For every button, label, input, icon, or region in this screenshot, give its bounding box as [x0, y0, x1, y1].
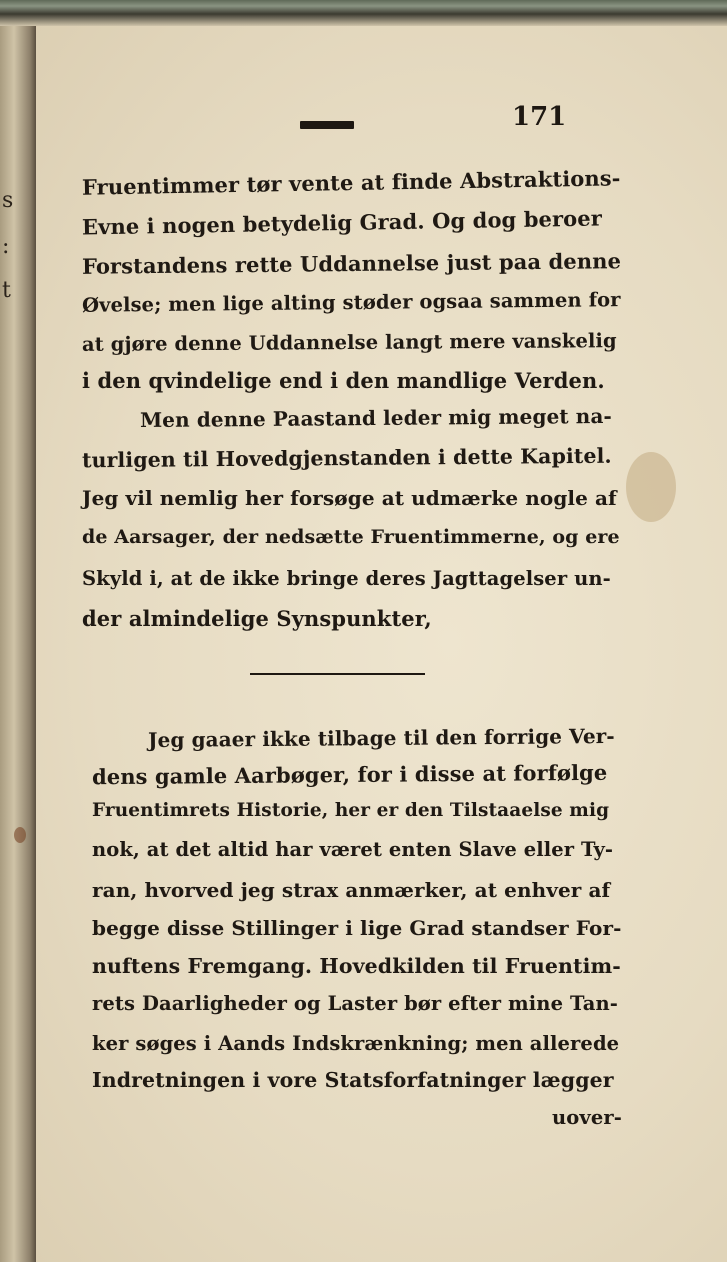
foxing-stain: [14, 827, 26, 843]
text-line: dens gamle Aarbøger, for i disse at forfølge: [91, 759, 608, 790]
text-line: der almindelige Synspunkter,: [82, 606, 432, 631]
text-line: Indretningen i vore Statsforfatninger lægger: [92, 1068, 614, 1092]
header-ornament-rule: [300, 121, 354, 129]
text-line: Evne i nogen betydelig Grad. Og dog beroer: [81, 205, 603, 240]
foxing-stain: [626, 452, 676, 522]
text-line: ran, hvorved jeg strax anmærker, at enhver af: [92, 878, 611, 902]
text-line: begge disse Stillinger i lige Grad standser For-: [92, 916, 622, 940]
section-divider: [250, 673, 425, 675]
book-top-edge: [0, 0, 727, 26]
catchword: uover-: [552, 1106, 622, 1129]
text-line: Skyld i, at de ikke bringe deres Jagttagelser un-: [82, 567, 611, 590]
text-line: ker søges i Aands Indskrænkning; men allerede: [92, 1032, 620, 1055]
facing-page-fragment: t: [2, 278, 11, 303]
text-line: Jeg gaaer ikke tilbage til den forrige Ver-: [147, 723, 615, 753]
text-line: Forstandens rette Uddannelse just paa denne: [81, 248, 622, 279]
text-line: Fruentimmer tør vente at finde Abstraktions-: [81, 165, 621, 200]
text-line: nuftens Fremgang. Hovedkilden til Fruentim-: [92, 954, 621, 978]
text-line: de Aarsager, der nedsætte Fruentimmerne, og ere: [82, 526, 620, 548]
text-line: i den qvindelige end i den mandlige Verden.: [82, 368, 605, 393]
text-line: at gjøre denne Uddannelse langt mere vanskelig: [81, 329, 617, 356]
facing-page-fragment: s: [2, 188, 14, 213]
page-number: 171: [512, 102, 567, 132]
facing-page-edge: [0, 20, 36, 1262]
text-line: nok, at det altid har været enten Slave eller Ty-: [92, 838, 614, 861]
text-line: turligen til Hovedgjenstanden i dette Kapitel.: [81, 443, 612, 473]
text-line: rets Daarligheder og Laster bør efter mine Tan-: [92, 992, 618, 1015]
text-line: Øvelse; men lige alting støder ogsaa sammen for: [81, 288, 621, 317]
facing-page-fragment: :: [2, 234, 10, 259]
text-line: Jeg vil nemlig her forsøge at udmærke nogle af: [82, 486, 617, 510]
text-line: Men denne Paastand leder mig meget na-: [139, 403, 612, 433]
text-line: Fruentimrets Historie, her er den Tilstaaelse mig: [92, 800, 610, 821]
